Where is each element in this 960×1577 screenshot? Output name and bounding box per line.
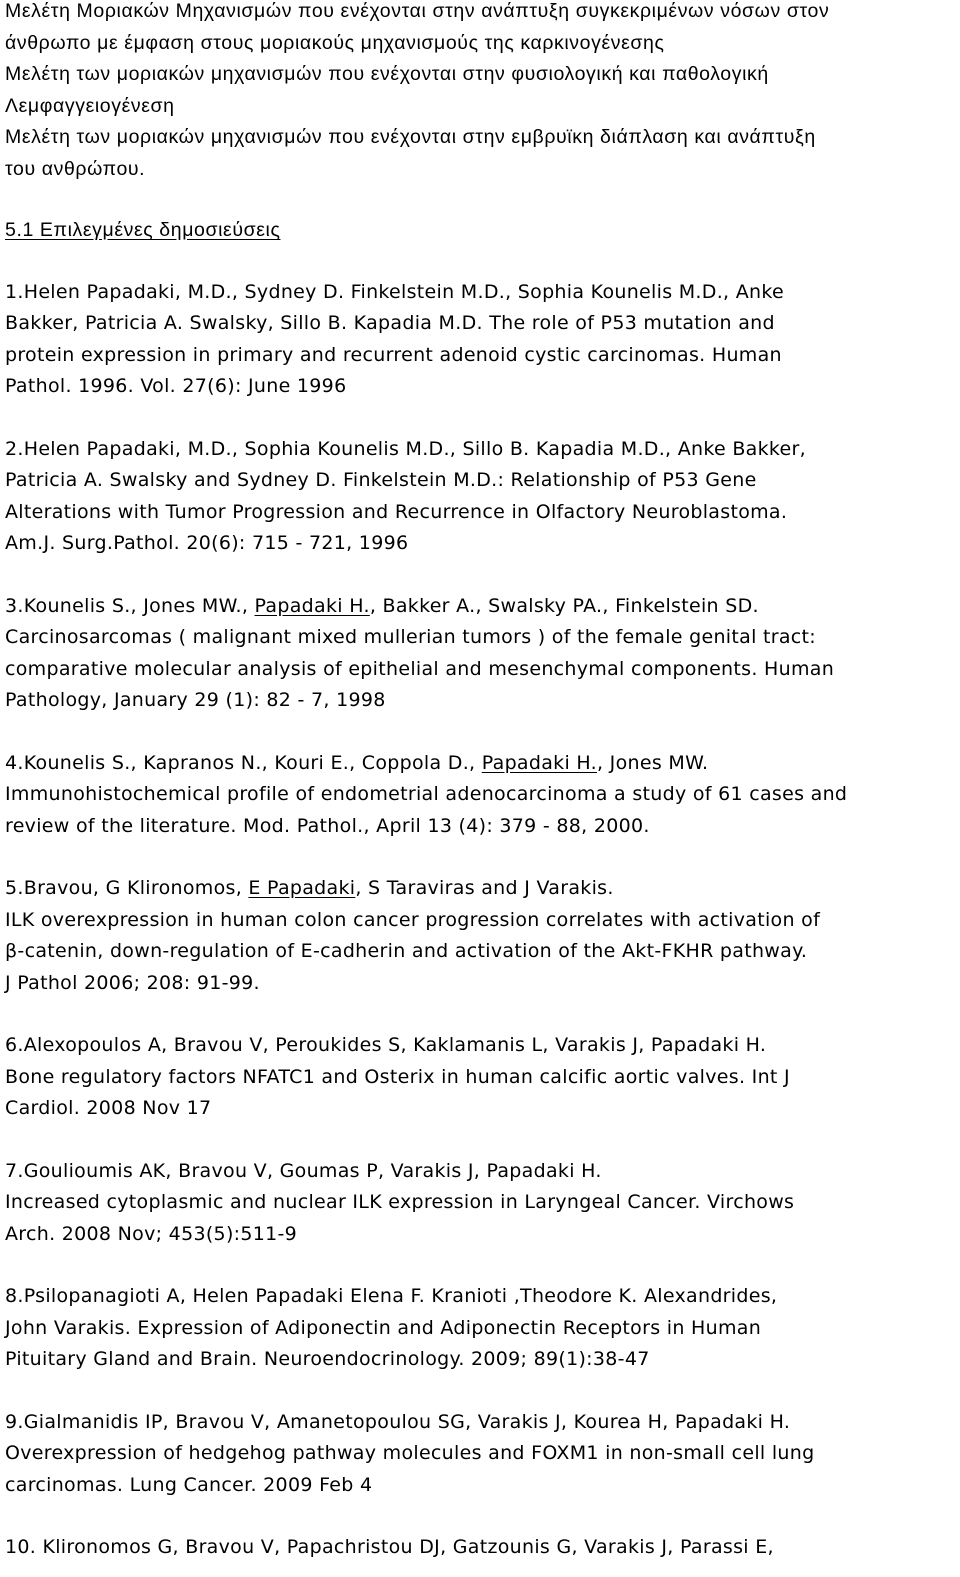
author-highlight: Papadaki H. bbox=[254, 594, 370, 617]
publication-line: carcinomas. Lung Cancer. 2009 Feb 4 bbox=[5, 1473, 373, 1496]
publication-line: J Pathol 2006; 208: 91-99. bbox=[5, 971, 260, 994]
publication-line: Immunohistochemical profile of endometrial adenocarcinoma a study of 61 cases and bbox=[5, 783, 848, 805]
publication-line: protein expression in primary and recurrent adenoid cystic carcinomas. Human bbox=[5, 343, 782, 366]
intro-line: του ανθρώπου. bbox=[5, 157, 146, 180]
publication-line: Cardiol. 2008 Nov 17 bbox=[5, 1097, 212, 1119]
publication-5 bbox=[5, 873, 955, 999]
publication-line: review of the literature. Mod. Pathol., April 13 (4): 379 - 88, 2000. bbox=[5, 814, 650, 837]
publication-line: Pathology, January 29 (1): 82 - 7, 1998 bbox=[5, 689, 386, 711]
publication-authors bbox=[5, 748, 955, 780]
publication-line: 10. Klironomos G, Bravou V, Papachristou DJ, Gatzounis G, Varakis J, Parassi E, bbox=[5, 1536, 774, 1558]
publication-line: 8.Psilopanagioti A, Helen Papadaki Elena F. Kranioti ,Theodore K. Alexandrides, bbox=[5, 1285, 778, 1307]
publication-1 bbox=[5, 277, 955, 403]
publication-line: Pathol. 1996. Vol. 27(6): June 1996 bbox=[5, 375, 347, 397]
publication-line: Bone regulatory factors NFATC1 and Osterix in human calcific aortic valves. Int J bbox=[5, 1065, 790, 1088]
publication-line: Arch. 2008 Nov; 453(5):511-9 bbox=[5, 1222, 298, 1245]
authors-text: , Jones MW. bbox=[597, 751, 709, 774]
publication-line: 2.Helen Papadaki, M.D., Sophia Kounelis M.D., Sillo B. Kapadia M.D., Anke Bakker, bbox=[5, 437, 806, 460]
publication-3 bbox=[5, 591, 955, 717]
authors-text: 4.Kounelis S., Kapranos N., Kouri E., Coppola D., bbox=[5, 751, 482, 774]
publication-line: Increased cytoplasmic and nuclear ILK expression in Laryngeal Cancer. Virchows bbox=[5, 1191, 795, 1213]
publication-line: Carcinosarcomas ( malignant mixed mullerian tumors ) of the female genital tract: bbox=[5, 626, 816, 648]
publication-2 bbox=[5, 434, 955, 560]
publication-7 bbox=[5, 1156, 955, 1251]
publication-authors bbox=[5, 591, 955, 623]
publication-line: 6.Alexopoulos A, Bravou V, Peroukides S, Kaklamanis L, Varakis J, Papadaki H. bbox=[5, 1034, 767, 1056]
intro-line: Μελέτη Μοριακών Μηχανισμών που ενέχονται στην ανάπτυξη συγκεκριμένων νόσων στον bbox=[5, 0, 830, 22]
publication-line: Patricia A. Swalsky and Sydney D. Finkelstein M.D.: Relationship of P53 Gene bbox=[5, 469, 757, 491]
publication-line: ILK overexpression in human colon cancer progression correlates with activation of bbox=[5, 908, 821, 931]
publication-line: β-catenin, down-regulation of E-cadherin and activation of the Akt-FKHR pathway. bbox=[5, 940, 808, 962]
intro-line: Μελέτη των μοριακών μηχανισμών που ενέχονται στην εμβρυϊκη διάπλαση και ανάπτυξη bbox=[5, 126, 816, 148]
publication-line: 1.Helen Papadaki, M.D., Sydney D. Finkelstein M.D., Sophia Kounelis M.D., Anke bbox=[5, 280, 784, 303]
publication-line: 7.Gouliοumis AK, Bravou V, Goumas P, Varakis J, Papadaki H. bbox=[5, 1159, 602, 1182]
publication-line: Am.J. Surg.Pathol. 20(6): 715 - 721, 1996 bbox=[5, 532, 409, 554]
authors-text: , S Taraviras and J Varakis. bbox=[355, 877, 614, 899]
publication-line: Pituitary Gland and Brain. Neuroendocrinology. 2009; 89(1):38-47 bbox=[5, 1348, 650, 1370]
publication-line: Alterations with Tumor Progression and Recurrence in Olfactory Neuroblastoma. bbox=[5, 500, 788, 523]
research-interests bbox=[5, 0, 955, 185]
publication-line: John Varakis. Expression of Adiponectin and Adiponectin Receptors in Human bbox=[5, 1316, 762, 1339]
publication-line: Overexpression of hedgehog pathway molecules and FOXM1 in non-small cell lung bbox=[5, 1442, 815, 1464]
section-heading: 5.1 Επιλεγμένες δημοσιεύσεις bbox=[5, 219, 281, 241]
authors-text: 5.Bravou, G Klironomos, bbox=[5, 877, 249, 899]
publication-line: comparative molecular analysis of epithelial and mesenchymal components. Human bbox=[5, 657, 835, 680]
publication-4 bbox=[5, 748, 955, 843]
intro-line: Λεμφαγγειογένεση bbox=[5, 94, 175, 117]
intro-line: άνθρωπο με έμφαση στους μοριακούς μηχανισμούς της καρκινογένεσης bbox=[5, 31, 665, 54]
publication-9 bbox=[5, 1407, 955, 1502]
authors-text: 3.Kounelis S., Jones MW., bbox=[5, 594, 255, 617]
author-highlight: E Papadaki bbox=[248, 877, 356, 899]
publication-line: Bakker, Patricia A. Swalsky, Sillo B. Kapadia M.D. The role of P53 mutation and bbox=[5, 312, 775, 334]
author-highlight: Papadaki H. bbox=[481, 751, 597, 774]
authors-text: , Bakker A., Swalsky PA., Finkelstein SD. bbox=[369, 594, 759, 617]
publication-8 bbox=[5, 1281, 955, 1376]
publication-10 bbox=[5, 1532, 955, 1564]
publication-6 bbox=[5, 1030, 955, 1125]
document-page bbox=[5, 0, 955, 1564]
publication-authors bbox=[5, 873, 955, 905]
intro-line: Μελέτη των μοριακών μηχανισμών που ενέχονται στην φυσιολογική και παθολογική bbox=[5, 63, 769, 85]
publication-line: 9.Gialmanidis IP, Bravou V, Amanetopoulou SG, Varakis J, Kourea H, Papadaki H. bbox=[5, 1410, 791, 1433]
